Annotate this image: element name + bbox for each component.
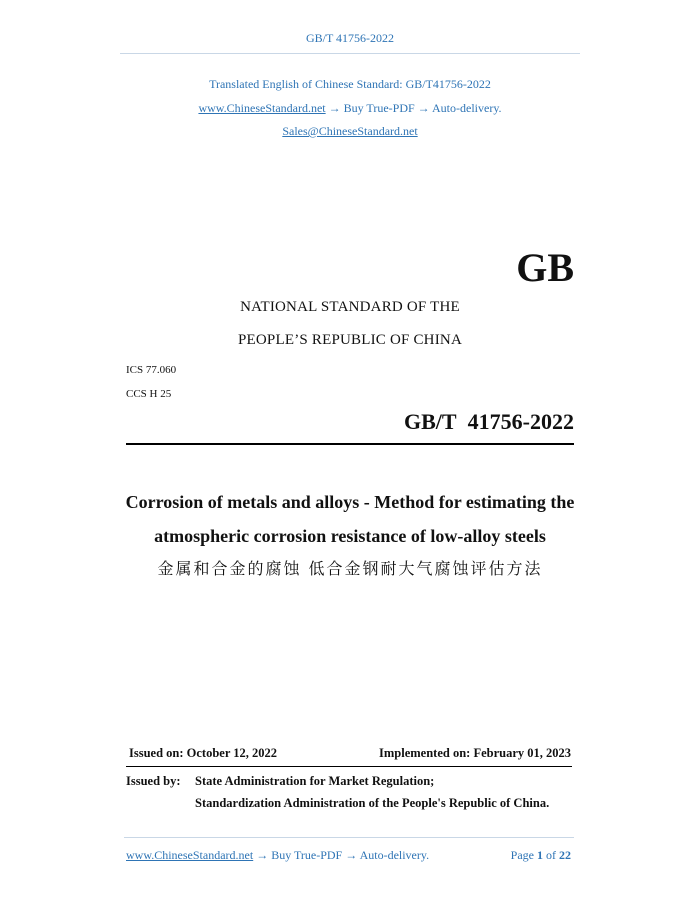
email-line — [0, 124, 700, 139]
gb-logo: GB — [516, 245, 574, 290]
title-line1: Corrosion of metals and alloys - Method for estimating the — [125, 492, 575, 512]
header-standard-code: GB/T 41756-2022 — [305, 31, 395, 45]
issued-by-label: Issued by: — [126, 774, 181, 788]
ccs-code: CCS H 25 — [126, 388, 172, 400]
page-of: of — [546, 848, 556, 862]
translation-notice: Translated English of Chinese Standard: GB/T41756-2022 — [209, 77, 491, 91]
issue-divider — [126, 766, 572, 767]
national-standard-line2: PEOPLE’S REPUBLIC OF CHINA — [238, 332, 462, 348]
footer-promo — [126, 848, 429, 863]
promo-line — [0, 101, 700, 116]
issuer-2: Standardization Administration of the People's Republic of China. — [195, 796, 550, 810]
title-line2: atmospheric corrosion resistance of low-alloy steels — [154, 526, 546, 546]
promo-rest: → Buy True-PDF → Auto-delivery. — [325, 101, 502, 115]
site-link[interactable]: www.ChineseStandard.net — [198, 101, 326, 115]
header-divider — [120, 53, 580, 54]
footer-divider — [124, 837, 574, 838]
issued-on: Issued on: October 12, 2022 — [129, 746, 278, 760]
footer-promo-rest: → Buy True-PDF → Auto-delivery. — [253, 848, 430, 862]
ics-code: ICS 77.060 — [126, 364, 177, 376]
national-standard-line1: NATIONAL STANDARD OF THE — [240, 299, 460, 315]
page-total: 22 — [559, 848, 571, 862]
issuer-1: State Administration for Market Regulation; — [195, 774, 435, 788]
chinese-title: 金属和合金的腐蚀 低合金钢耐大气腐蚀评估方法 — [157, 559, 543, 578]
page-current: 1 — [537, 848, 543, 862]
implemented-on: Implemented on: February 01, 2023 — [379, 746, 571, 760]
standard-number: GB/T 41756-2022 — [403, 409, 574, 434]
email-link[interactable]: Sales@ChineseStandard.net — [282, 124, 418, 138]
standard-divider — [126, 443, 574, 445]
page-indicator — [511, 848, 571, 863]
footer-site-link[interactable]: www.ChineseStandard.net — [126, 848, 254, 862]
page-label: Page — [510, 848, 534, 862]
